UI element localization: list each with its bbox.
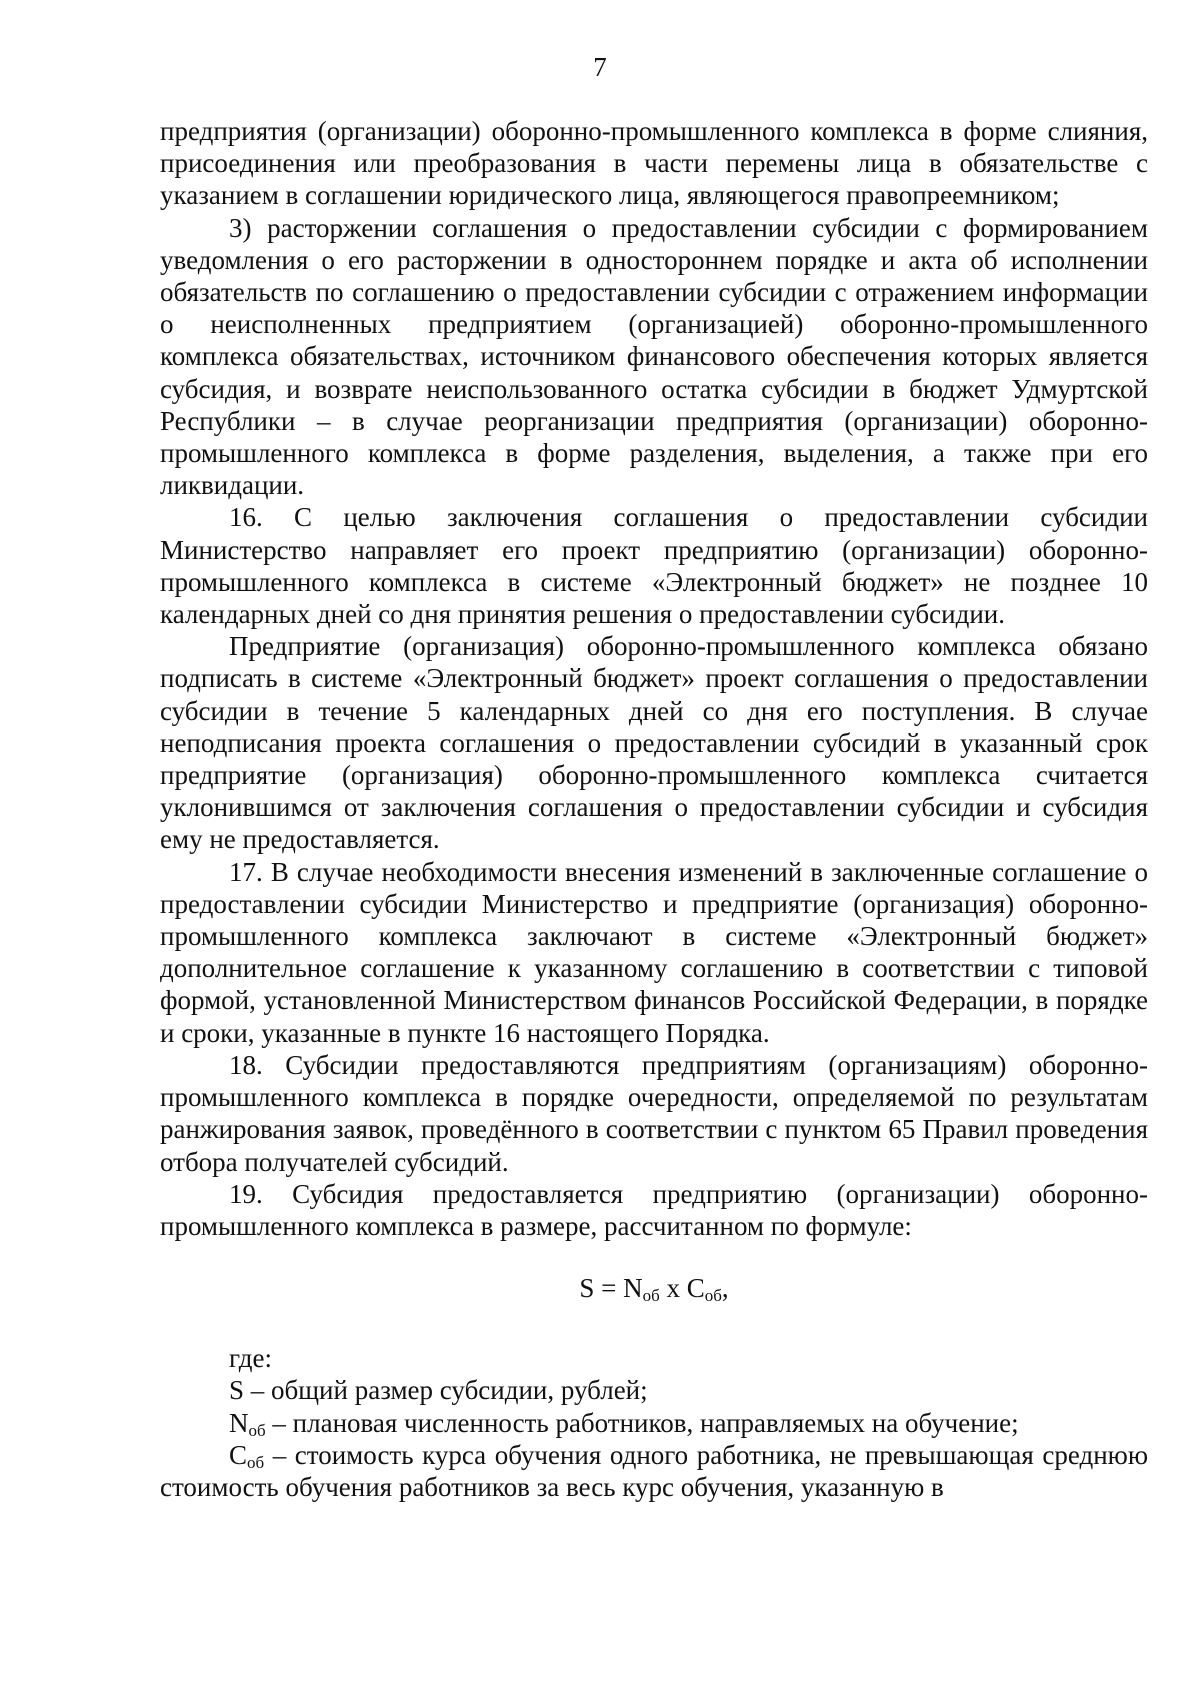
paragraph-item-3: 3) расторжении соглашения о предоставлении субсидии с формированием уведомления о его расторжении в одностороннем порядке и акта об исполнении обязательств по соглашению о предоставлении субсидии с отражением информации о неисполненных предприятием (организацией) оборонно-промышленного комплекса обязательствах, источником финансового обеспечения которых является субсидия, и возврате неиспользованного остатка субсидии в бюджет Удмуртской Республики – в случае реорганизации предприятия (организации) оборонно-промышленного комплекса в форме разделения, выделения, а также при его ликвидации.: [160, 212, 1148, 501]
formula-tail: ,: [721, 1273, 729, 1304]
page-number: 7: [593, 52, 607, 82]
definition-subscript: об: [248, 1420, 266, 1440]
formula-lhs: S = N: [579, 1273, 643, 1304]
paragraph-16-signing: Предприятие (организация) оборонно-промышленного комплекса обязано подписать в системе «Электронный бюджет» проект соглашения о предоставлении субсидии в течение 5 календарных дней со дня его поступления. В случае неподписания проекта соглашения о предоставлении субсидий в указанный срок предприятие (организация) оборонно-промышленного комплекса считается уклонившимся от заключения соглашения о предоставлении субсидии и субсидия ему не предоставляется.: [160, 631, 1148, 855]
paragraph-16: 16. С целью заключения соглашения о предоставлении субсидии Министерство направляет его проект предприятию (организации) оборонно-промышленного комплекса в системе «Электронный бюджет» не позднее 10 календарных дней со дня принятия решения о предоставлении субсидии.: [160, 502, 1148, 630]
paragraph-18: 18. Субсидии предоставляются предприятиям (организациям) оборонно-промышленного комплекса в порядке очередности, определяемой по результатам ранжирования заявок, проведённого в соответствии с пунктом 65 Правил проведения отбора получателей субсидий.: [160, 1049, 1148, 1177]
definition-text: – плановая численность работников, направляемых на обучение;: [265, 1407, 1019, 1438]
subsidy-formula: [160, 1272, 1148, 1304]
definition-s: [160, 1374, 1148, 1406]
where-label: где:: [229, 1343, 272, 1374]
definition-symbol: S: [229, 1375, 245, 1406]
document-body: [160, 115, 1148, 1503]
definition-symbol: C: [229, 1439, 248, 1470]
definition-n-ob: [160, 1407, 1148, 1439]
formula-mid: x C: [659, 1273, 705, 1304]
paragraph-17: 17. В случае необходимости внесения изменений в заключенные соглашение о предоставлении субсидии Министерство и предприятие (организация) оборонно-промышленного комплекса заключают в системе «Электронный бюджет» дополнительное соглашение к указанному соглашению в соответствии с типовой формой, установленной Министерством финансов Российской Федерации, в порядке и сроки, указанные в пункте 16 настоящего Порядка.: [160, 856, 1148, 1048]
definition-symbol: N: [229, 1407, 249, 1438]
definition-text: – общий размер субсидии, рублей;: [244, 1375, 648, 1406]
paragraph-continuation: предприятия (организации) оборонно-промышленного комплекса в форме слияния, присоединения или преобразования в части перемены лица в обязательстве с указанием в соглашении юридического лица, являющегося правопреемником;: [160, 116, 1148, 211]
paragraph-19: 19. Субсидия предоставляется предприятию (организации) оборонно-промышленного комплекса в размере, рассчитанном по формуле:: [160, 1178, 1148, 1241]
definition-subscript: об: [247, 1452, 265, 1472]
formula-sub-n: об: [642, 1286, 660, 1306]
formula-sub-c: об: [704, 1286, 722, 1306]
definition-c-ob: [160, 1439, 1148, 1503]
definition-text: – стоимость курса обучения одного работника, не превышающая среднюю стоимость обучения работников за весь курс обучения, указанную в: [160, 1439, 1148, 1502]
